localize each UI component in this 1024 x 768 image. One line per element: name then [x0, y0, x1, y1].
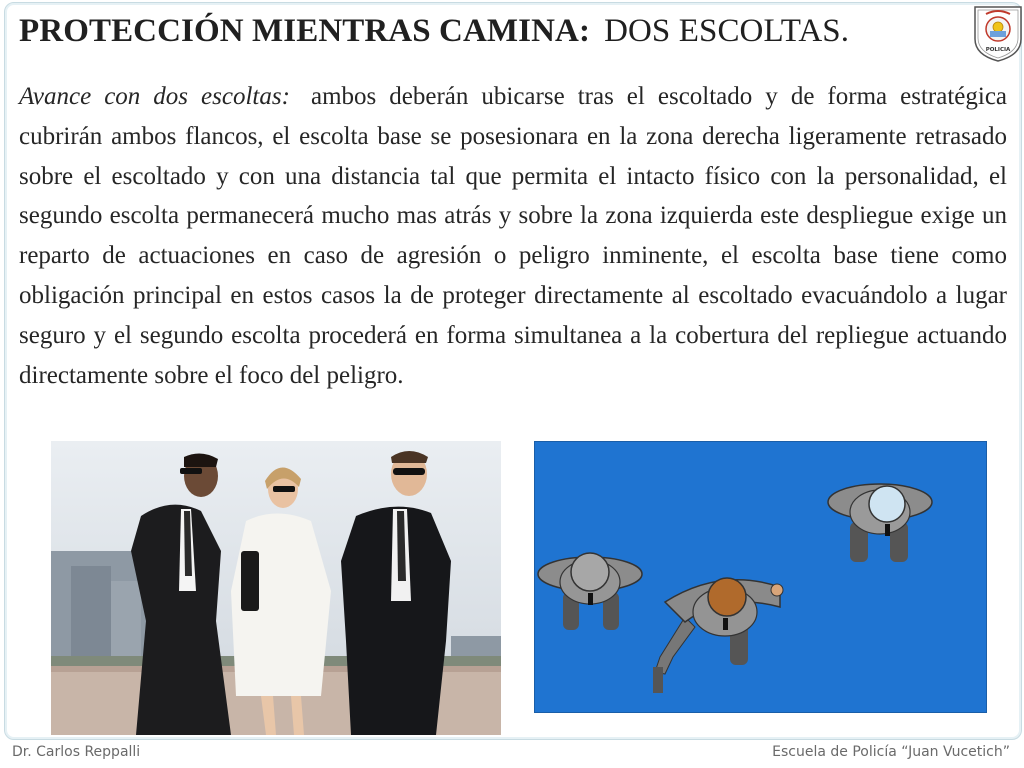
body-paragraph [19, 77, 1007, 395]
police-shield-logo [971, 5, 1024, 63]
title-bold: PROTECCIÓN MIENTRAS CAMINA: [19, 13, 591, 49]
title-normal: DOS ESCOLTAS. [604, 13, 850, 49]
slide-title [19, 13, 849, 50]
escort-photo [51, 441, 501, 735]
paragraph-lead: Avance con dos escoltas: [19, 83, 290, 110]
paragraph-body: ambos deberán ubicarse tras el escoltado y de forma estratégica cubrirán ambos flancos, el escolta base se posesionara en la zona derecha ligeramente retrasado sobre el escoltado y con una distancia tal que permita el intacto físico con la personalidad, el segundo escolta permanecerá mucho mas atrás y sobre la zona izquierda este despliegue exige un reparto de actuaciones en caso de agresión o peligro inminente, el escolta base tiene como obligación principal en estos casos la de proteger directamente al escoltado evacuándolo a lugar seguro y el segundo escolta procederá en forma simultanea a la cobertura del repliegue actuando directamente sobre el foco del peligro. [19, 83, 1008, 389]
footer-author: Dr. Carlos Reppalli [12, 744, 141, 760]
footer-institution: Escuela de Policía “Juan Vucetich” [772, 744, 1010, 760]
slide [4, 2, 1022, 740]
logo-text: POLICIA [985, 47, 1011, 53]
formation-diagram [534, 441, 987, 713]
